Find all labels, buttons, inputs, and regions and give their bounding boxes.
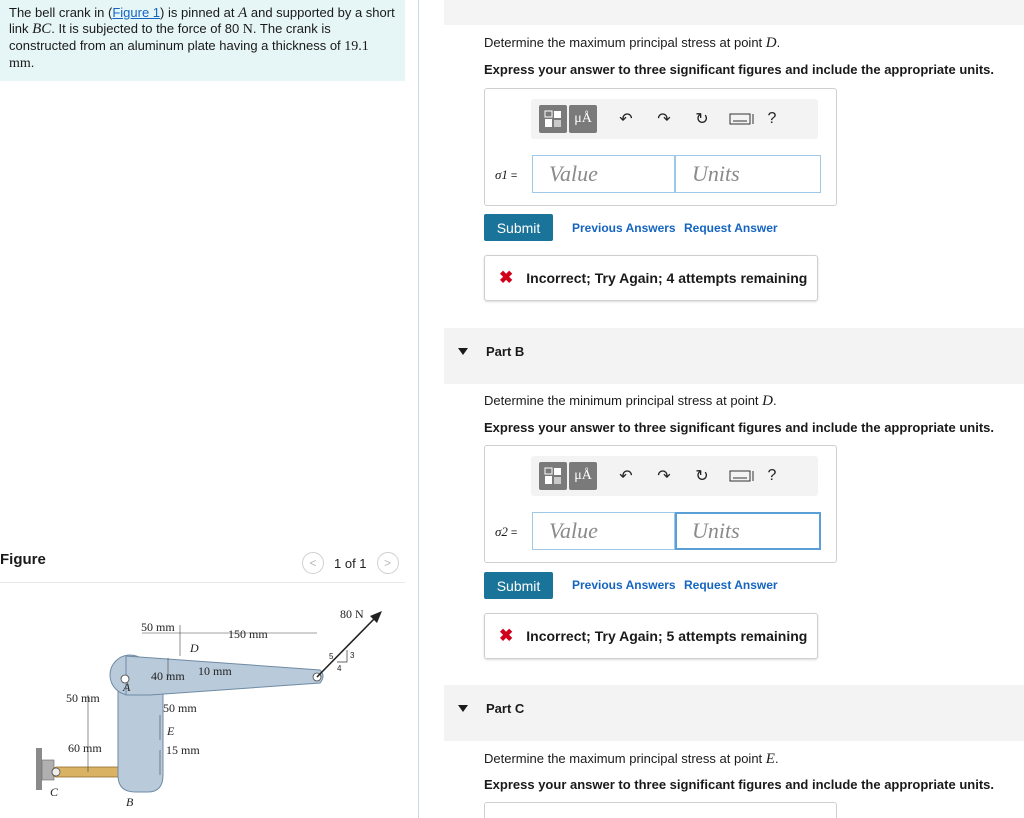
figure-divider <box>0 582 405 583</box>
point-a-symbol: A <box>238 5 248 21</box>
figure-title: Figure <box>0 551 46 568</box>
feedback-text: Incorrect; Try Again; 4 attempts remaining <box>526 270 808 286</box>
reset-icon[interactable]: ↻ <box>695 468 709 485</box>
question-text: Determine the maximum principal stress at point <box>484 751 766 766</box>
problem-text: . <box>30 55 35 70</box>
problem-text: . It is subjected to the force of 80 <box>51 21 243 36</box>
redo-icon[interactable]: ↷ <box>657 111 671 128</box>
label-point-b: B <box>126 795 134 809</box>
part-a-instruction: Express your answer to three significant figures and include the appropriate units. <box>484 62 994 77</box>
units-button[interactable]: μÅ <box>569 105 597 133</box>
point-symbol: D <box>765 35 777 51</box>
part-b-title: Part B <box>486 344 525 359</box>
error-x-icon: ✖ <box>499 268 514 287</box>
equals-sign: = <box>510 527 518 539</box>
part-b-feedback <box>484 613 818 659</box>
part-c-title: Part C <box>486 701 525 716</box>
part-b-question <box>484 393 777 410</box>
templates-button[interactable] <box>539 105 567 133</box>
symbol-text: σ2 <box>495 524 508 539</box>
pin-c <box>52 768 60 776</box>
part-c-answer-box <box>484 802 837 818</box>
keyboard-icon[interactable] <box>727 465 757 487</box>
part-b-submit-button[interactable]: Submit <box>484 572 553 599</box>
label-60mm: 60 mm <box>68 741 102 755</box>
question-text: . <box>776 35 781 50</box>
panel-divider <box>418 0 419 818</box>
sigma1-units-input[interactable]: Units <box>675 155 821 193</box>
label-50mm-top: 50 mm <box>141 620 175 634</box>
label-10mm: 10 mm <box>198 664 232 678</box>
question-text: . <box>773 393 777 408</box>
part-b-request-answer-link[interactable]: Request Answer <box>684 578 778 592</box>
error-x-icon: ✖ <box>499 626 514 645</box>
question-text: Determine the minimum principal stress at point <box>484 393 763 408</box>
prev-figure-button[interactable]: < <box>302 552 324 574</box>
point-symbol: D <box>762 393 774 409</box>
question-text: . <box>774 751 779 766</box>
math-toolbar <box>531 456 818 496</box>
symbol-text: σ1 <box>495 167 508 182</box>
problem-statement <box>0 0 405 81</box>
problem-text: . The crank is constructed from an aluminum plate having a thickness of <box>9 21 345 53</box>
equals-sign: = <box>510 170 518 182</box>
help-icon[interactable]: ? <box>767 467 777 484</box>
undo-icon[interactable]: ↶ <box>619 111 633 128</box>
part-b-instruction: Express your answer to three significant figures and include the appropriate units. <box>484 420 994 435</box>
part-c-question <box>484 751 779 768</box>
collapse-triangle-icon[interactable] <box>458 705 468 712</box>
sigma1-label <box>495 167 517 183</box>
collapse-triangle-icon[interactable] <box>458 348 468 355</box>
next-figure-button[interactable]: > <box>377 552 399 574</box>
figure-link[interactable]: Figure 1 <box>112 5 161 20</box>
redo-icon[interactable]: ↷ <box>657 468 671 485</box>
bell-crank-figure <box>30 600 400 818</box>
force-line <box>317 618 375 677</box>
part-a-question <box>484 35 780 52</box>
units-button[interactable]: μÅ <box>569 462 597 490</box>
part-a-answer-box <box>484 88 837 206</box>
part-a-request-answer-link[interactable]: Request Answer <box>684 221 778 235</box>
templates-icon <box>544 110 562 128</box>
sigma2-units-input[interactable]: Units <box>675 512 821 550</box>
keyboard-icon[interactable] <box>727 108 757 130</box>
label-point-a: A <box>123 680 131 694</box>
problem-text: ) is pinned at <box>160 5 239 20</box>
label-slope-5: 5 <box>329 652 334 661</box>
wall-support <box>36 748 42 790</box>
question-text: Determine the maximum principal stress at point <box>484 35 766 50</box>
problem-text: The bell crank in ( <box>9 5 113 20</box>
label-50mm-left: 50 mm <box>66 691 100 705</box>
part-b-previous-answers-link[interactable]: Previous Answers <box>572 578 676 592</box>
part-a-header-band <box>444 0 1024 25</box>
part-a-previous-answers-link[interactable]: Previous Answers <box>572 221 676 235</box>
label-slope-4: 4 <box>337 664 342 673</box>
part-b-answer-box <box>484 445 837 563</box>
label-15mm: 15 mm <box>166 743 200 757</box>
label-150mm: 150 mm <box>228 627 268 641</box>
link-bc-symbol: BC <box>32 21 52 37</box>
reset-icon[interactable]: ↻ <box>695 111 709 128</box>
feedback-text: Incorrect; Try Again; 5 attempts remaining <box>526 628 808 644</box>
thickness-value: 19.1 mm <box>9 39 369 71</box>
label-40mm: 40 mm <box>151 669 185 683</box>
templates-icon <box>544 467 562 485</box>
label-point-c: C <box>50 785 59 799</box>
sigma2-label <box>495 524 517 540</box>
crank-vertical-arm <box>118 685 163 792</box>
problem-text: and supported by a short link <box>9 5 395 36</box>
part-b-header[interactable] <box>444 328 1024 384</box>
help-icon[interactable]: ? <box>767 110 777 127</box>
math-toolbar <box>531 99 818 139</box>
figure-pager <box>302 552 399 574</box>
templates-button[interactable] <box>539 462 567 490</box>
label-slope-3: 3 <box>350 651 355 660</box>
force-unit: N <box>242 22 253 37</box>
sigma1-value-input[interactable]: Value <box>532 155 675 193</box>
undo-icon[interactable]: ↶ <box>619 468 633 485</box>
part-a-submit-button[interactable]: Submit <box>484 214 553 241</box>
part-c-header[interactable] <box>444 685 1024 741</box>
part-c-instruction: Express your answer to three significant figures and include the appropriate units. <box>484 777 994 792</box>
point-symbol: E <box>765 751 775 767</box>
pager-text: 1 of 1 <box>334 555 367 571</box>
sigma2-value-input[interactable]: Value <box>532 512 675 550</box>
label-50mm-mid: 50 mm <box>163 701 197 715</box>
label-force: 80 N <box>340 607 364 621</box>
part-a-feedback <box>484 255 818 301</box>
label-point-e: E <box>167 724 175 738</box>
label-point-d: D <box>190 641 199 655</box>
